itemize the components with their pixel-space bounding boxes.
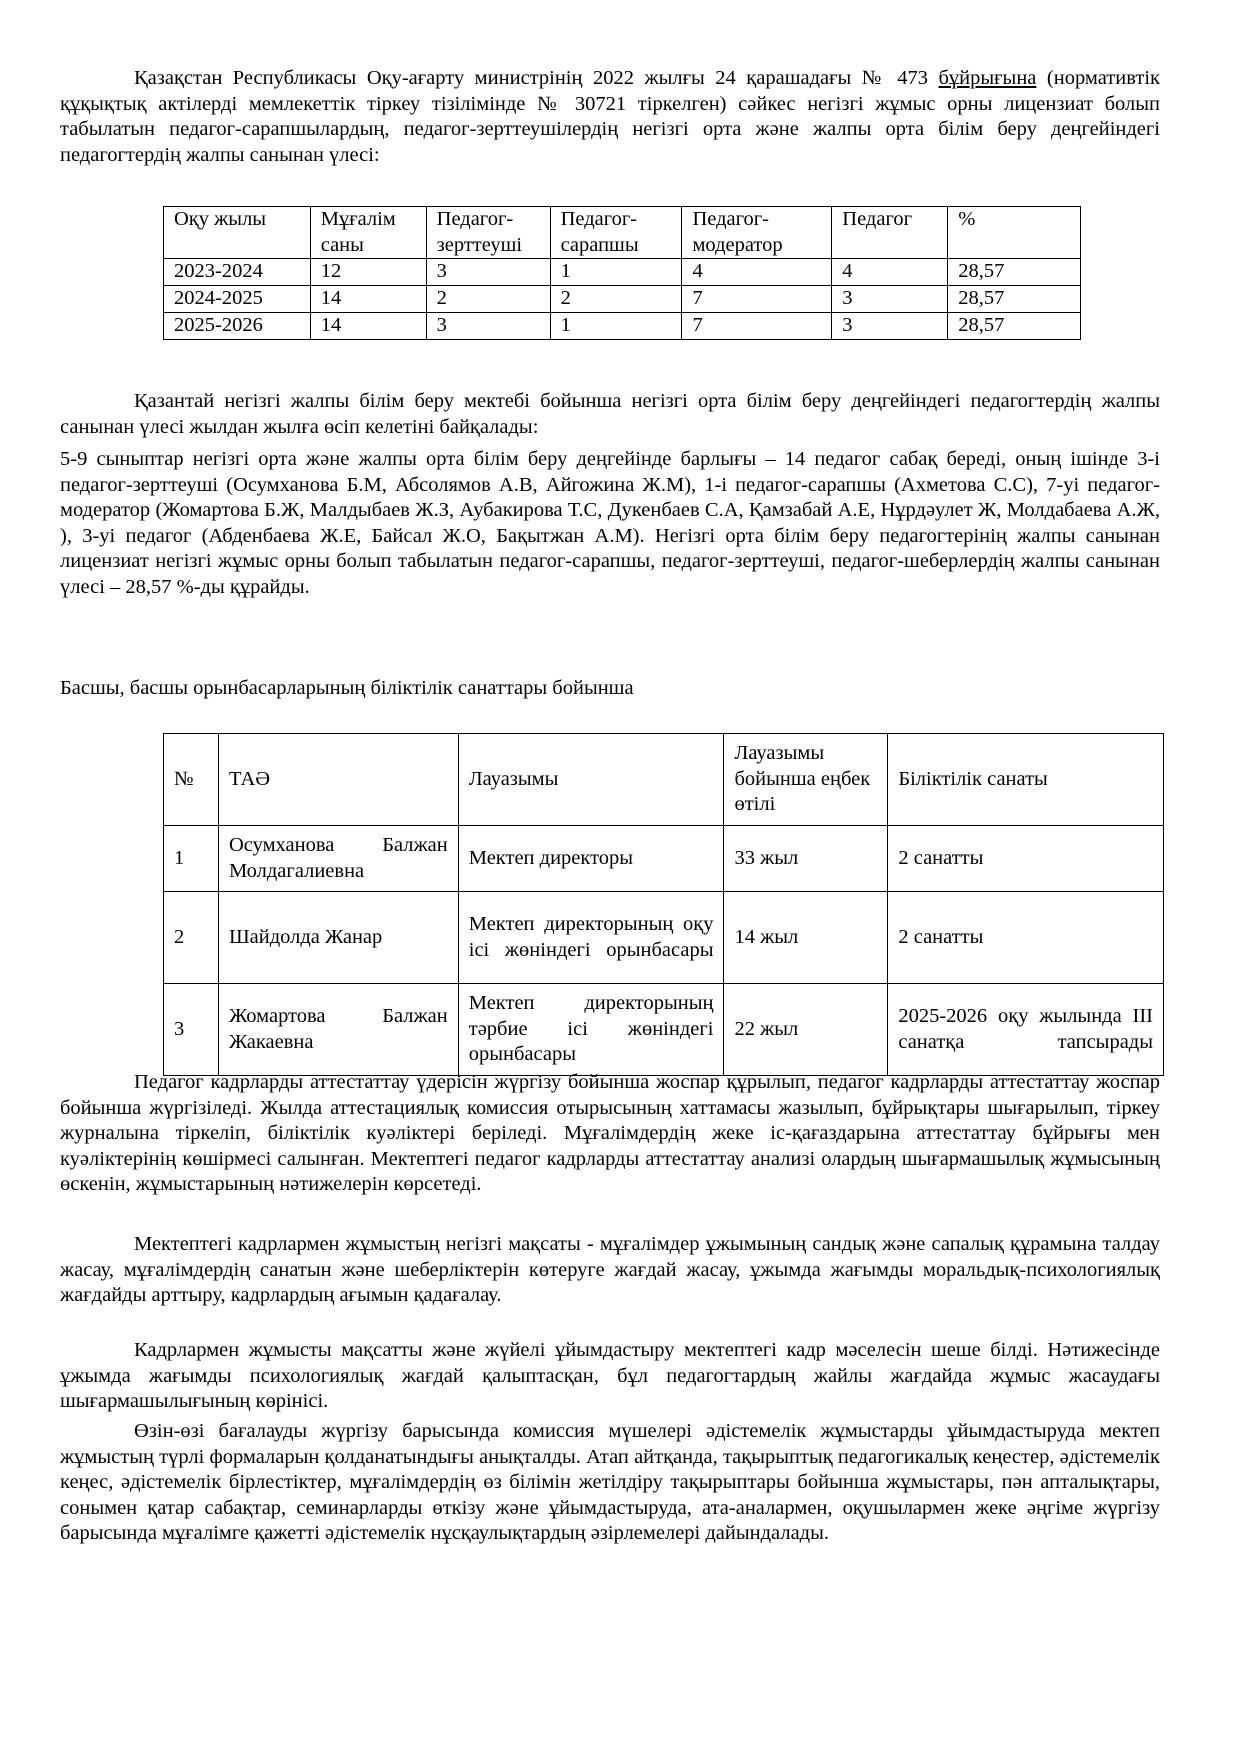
header-cell: % — [948, 207, 1081, 259]
table-cell: 14 — [310, 286, 426, 313]
staff-breakdown-paragraph — [60, 447, 1160, 601]
growth-paragraph — [60, 389, 1160, 440]
attestation-paragraph — [60, 1070, 1160, 1198]
table-cell: 3 — [832, 286, 948, 313]
intro-paragraph — [60, 66, 1160, 168]
section-heading — [60, 676, 1160, 702]
table-cell: 2025-2026 — [164, 313, 311, 340]
intro-text-end: (нормативтік құқықтық актілерді мемлекеттік тіркеу тізілімінде № 30721 тіркелген) сәйкес негізгі жұмыс орны лицензиат болып табылатын педагог-сарапшылардың, педагог-зерттеушілердің негізгі орта және жалпы орта білім беру деңгейіндегі педагогтердің жалпы санынан үлесі: — [60, 67, 1161, 166]
header-cell: Педагог-зерттеуші — [426, 207, 550, 259]
table-cell: 2 — [550, 286, 682, 313]
header-cell: Педагог — [832, 207, 948, 259]
result-text: Кадрлармен жұмысты мақсатты және жүйелі ұйымдастыру мектептегі кадр мәселесін шеше білді. Нәтижесінде ұжымда жағымды психологиялық жағдай қалыптасқан, бұл педагогтардың жайлы жағдайда жұмыс жасаудағы шығармашылығының көрінісі. — [60, 1339, 1160, 1413]
table-cell: 28,57 — [948, 313, 1081, 340]
header-cell: Педагог-сарапшы — [550, 207, 682, 259]
table-cell: 2 санатты — [888, 826, 1164, 892]
goal-paragraph — [60, 1232, 1160, 1309]
table-header-row — [164, 734, 1164, 826]
table-cell: 2023-2024 — [164, 259, 311, 286]
table-cell: 1 — [164, 826, 219, 892]
table-row — [164, 259, 1081, 286]
table-row — [164, 826, 1164, 892]
table-cell: 3 — [832, 313, 948, 340]
header-cell: ТАӘ — [218, 734, 458, 826]
table-cell: 3 — [164, 984, 219, 1076]
order-link[interactable]: бұйрығына — [938, 67, 1037, 89]
header-cell: Лауазымы бойынша еңбек өтілі — [724, 734, 888, 826]
table-row — [164, 984, 1164, 1076]
table-cell: Шайдолда Жанар — [218, 892, 458, 984]
self-assessment-text: Өзін-өзі бағалауды жүргізу барысында комиссия мүшелері әдістемелік жұмыстарды ұйымдастыруда мектеп жұмыстың түрлі формаларын қолданатындығы анықталды. Атап айтқанда, тақырыптық педагогикалық кеңестер, әдістемелік кеңес, әдістемелік бірлестіктер, мұғалімдердің өз білімін жетілдіру тақырыптары бойынша жұмыстары, пән апталықтары, сонымен қатар сабақтар, семинарларды өткізу және ұйымдастыруда, ата-аналармен, оқушылармен жеке әңгіме жүргізу барысында мұғалімге қажетті әдістемелік нұсқаулықтардың әзірлемелері дайындалады. — [60, 1420, 1160, 1545]
table-cell: 22 жыл — [724, 984, 888, 1076]
header-cell: № — [164, 734, 219, 826]
table-cell: 14 — [310, 313, 426, 340]
attestation-text: Педагог кадрларды аттестаттау үдерісін жүргізу бойынша жоспар құрылып, педагог кадрларды аттестаттау жоспар бойынша жүргізіледі. Жылда аттестациялық комиссия отырысының хаттамасы жазылып, бұйрықтары шығарылып, тіркеу журналына тіркеліп, біліктілік куәліктері беріледі. Мұғалімдердің жеке іс-қағаздарына аттестаттау бұйрығы мен куәліктерінің көшірмесі салынған. Мектептегі педагог кадрларды аттестаттау анализі олардың шығармашылық жұмысының өскенін, жұмыстарының нәтижелерін көрсетеді. — [60, 1071, 1160, 1196]
table-cell: Жомартова Балжан Жакаевна — [218, 984, 458, 1076]
self-assessment-paragraph — [60, 1419, 1160, 1547]
table-row — [164, 313, 1081, 340]
leadership-table — [163, 733, 1164, 1076]
section-heading-text: Басшы, басшы орынбасарларының біліктілік санаттары бойынша — [60, 677, 634, 699]
header-cell: Мұғалім саны — [310, 207, 426, 259]
table-cell: 2024-2025 — [164, 286, 311, 313]
staff-breakdown-text: 5-9 сыныптар негізгі орта және жалпы орта білім беру деңгейінде барлығы – 14 педагог сабақ береді, оның ішінде 3-і педагог-зерттеуші (Осумханова Б.М, Абсолямов А.В, Айгожина Ж.М), 1-і педагог-сарапшы (Ахметова С.С), 7-уі педагог-модератор (Жомартова Б.Ж, Малдыбаев Ж.З, Аубакирова Т.С, Дукенбаев С.А, Қамзабай А.Е, Нұрдәулет Ж, Молдабаева А.Ж, ), 3-уі педагог (Абденбаева Ж.Е, Байсал Ж.О, Бақытжан А.М). Негізгі орта білім беру педагогтерінің жалпы санынан лицензиат негізгі жұмыс орны болып табылатын педагог-сарапшы, педагог-зерттеуші, педагог-шеберлердің жалпы санынан үлесі – 28,57 %-ды құрайды. — [60, 448, 1160, 598]
table-cell: Осумханова Балжан Молдагалиевна — [218, 826, 458, 892]
table-cell: 3 — [426, 313, 550, 340]
table-cell: 14 жыл — [724, 892, 888, 984]
table-cell: 2 санатты — [888, 892, 1164, 984]
table-cell: 12 — [310, 259, 426, 286]
table-cell: 28,57 — [948, 259, 1081, 286]
header-cell: Оқу жылы — [164, 207, 311, 259]
goal-text: Мектептегі кадрлармен жұмыстың негізгі мақсаты - мұғалімдер ұжымының сандық және сапалық құрамына талдау жасау, мұғалімдердің санатын және шеберліктерін көтеруге жағдай жасау, ұжымда жағымды моральдық-психологиялық жағдайды арттыру, кадрлардың ағымын қадағалау. — [60, 1233, 1160, 1307]
header-cell: Біліктілік санаты — [888, 734, 1164, 826]
table-row — [164, 286, 1081, 313]
table-cell: Мектеп директорының оқу ісі жөніндегі орынбасары — [458, 892, 724, 984]
table-cell: 2 — [426, 286, 550, 313]
table-cell: Мектеп директорының тәрбие ісі жөніндегі орынбасары — [458, 984, 724, 1076]
table-cell: 7 — [682, 313, 832, 340]
table-cell: 2025-2026 оқу жылында ІІІ санатқа тапсырады — [888, 984, 1164, 1076]
header-cell: Педагог-модератор — [682, 207, 832, 259]
table-cell: 33 жыл — [724, 826, 888, 892]
table-cell: 4 — [682, 259, 832, 286]
result-paragraph — [60, 1338, 1160, 1415]
table-cell: Мектеп директоры — [458, 826, 724, 892]
table-cell: 7 — [682, 286, 832, 313]
teacher-share-table — [163, 206, 1081, 340]
table-cell: 3 — [426, 259, 550, 286]
table-cell: 2 — [164, 892, 219, 984]
intro-text-start: Қазақстан Республикасы Оқу-ағарту министрінің 2022 жылғы 24 қарашадағы № 473 — [134, 67, 928, 89]
table-cell: 1 — [550, 313, 682, 340]
table-cell: 4 — [832, 259, 948, 286]
table-cell: 28,57 — [948, 286, 1081, 313]
table-cell: 1 — [550, 259, 682, 286]
header-cell: Лауазымы — [458, 734, 724, 826]
growth-text: Қазантай негізгі жалпы білім беру мектебі бойынша негізгі орта білім беру деңгейіндегі педагогтердің жалпы санынан үлесі жылдан жылға өсіп келетіні байқалады: — [60, 390, 1160, 438]
table-header-row — [164, 207, 1081, 259]
table-row — [164, 892, 1164, 984]
